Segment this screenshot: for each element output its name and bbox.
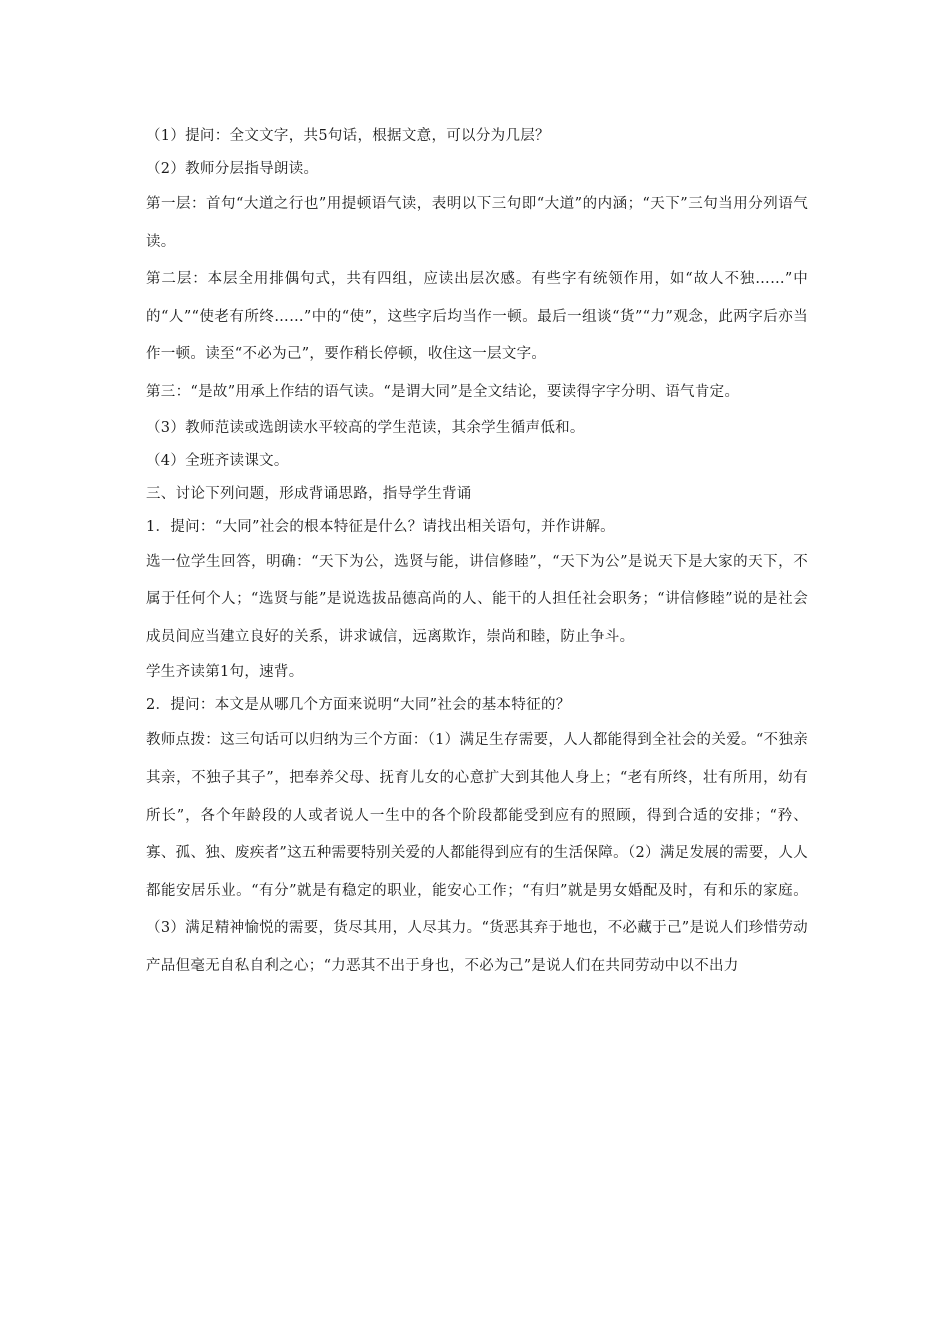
paragraph-question-two: 2．提问：本文是从哪几个方面来说明“大同”社会的基本特征的？: [146, 697, 571, 714]
paragraph-class-reading: （4）全班齐读课文。: [146, 452, 289, 469]
paragraph-question-one: 1．提问：“大同”社会的根本特征是什么？请找出相关语句，并作讲解。: [146, 518, 615, 535]
paragraph-teacher-guidance: 教师点拨：这三句话可以归纳为三个方面：（1）满足生存需要，人人都能得到全社会的关爱。“不独亲其亲，不独子其子”，把奉养父母、抚育儿女的心意扩大到其他人身上；“老有所终，壮有所用，幼有所长”，各个年龄段的人或者说人一生中的各个阶段都能受到应有的照顾，得到合适的安排；“矜、寡、孤、独、废疾者”这五种需要特别关爱的人都能得到应有的生活保障。（2）满足发展的需要，人人都能安居乐业。“有分”就是有稳定的职业，能安心工作；“有归”就是男女婚配及时，有和乐的家庭。（3）满足精神愉悦的需要，货尽其用，人尽其力。“货恶其弃于地也，不必藏于己”是说人们珍惜劳动产品但毫无自私自利之心；“力恶其不出于身也，不必为己”是说人们在共同劳动中以不出力: [146, 732, 808, 974]
paragraph-layer-one: 第一层：首句“大道之行也”用提顿语气读，表明以下三句即“大道”的内涵；“天下”三句当用分列语气读。: [146, 196, 808, 250]
paragraph-recite-first: 学生齐读第1句，速背。: [146, 664, 304, 681]
paragraph-guided-reading: （2）教师分层指导朗读。: [146, 161, 319, 177]
document-body: [146, 120, 808, 986]
paragraph-answer-one: 选一位学生回答，明确：“天下为公，选贤与能，讲信修睦”，“天下为公”是说天下是大家的天下，不属于任何个人；“选贤与能”是说选拔品德高尚的人、能干的人担任社会职务；“讲信修睦”说的是社会成员间应当建立良好的关系，讲求诚信，远离欺诈，崇尚和睦，防止争斗。: [146, 553, 808, 645]
paragraph-question-layers: （1）提问：全文文字，共5句话，根据文意，可以分为几层？: [146, 128, 550, 144]
paragraph-model-reading: （3）教师范读或选朗读水平较高的学生范读，其余学生循声低和。: [146, 419, 585, 436]
paragraph-layer-three: 第三：“是故”用承上作结的语气读。“是谓大同”是全文结论，要读得字字分明、语气肯定。: [146, 383, 740, 400]
section-heading-discussion: 三、讨论下列问题，形成背诵思路，指导学生背诵: [146, 485, 472, 502]
paragraph-layer-two: 第二层：本层全用排偶句式，共有四组，应读出层次感。有些字有统领作用，如“故人不独……”中的“人”“使老有所终……”中的“使”，这些字后均当作一顿。最后一组谈“货”“力”观念，此两字后亦当作一顿。读至“不必为己”，要作稍长停顿，收住这一层文字。: [146, 271, 808, 363]
